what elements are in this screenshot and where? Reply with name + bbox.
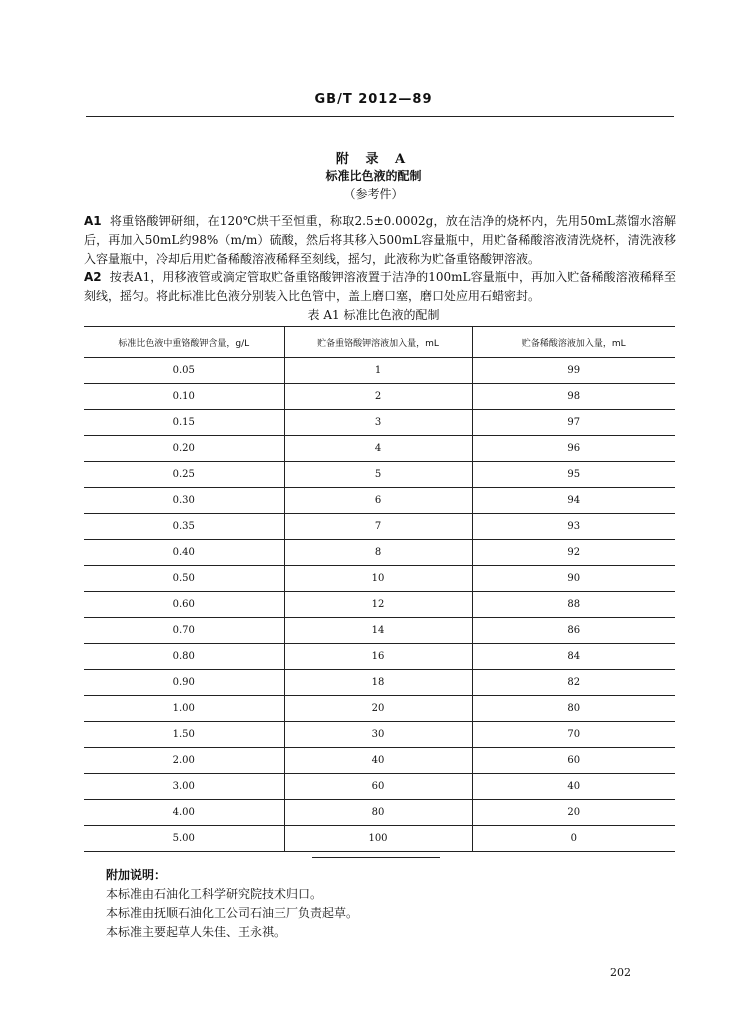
table-cell: 5.00 [84,826,284,852]
table-cell: 98 [472,384,675,410]
table-cell: 14 [284,618,472,644]
table-cell: 0 [472,826,675,852]
table-cell: 40 [472,774,675,800]
standard-number: GB/T 2012—89 [314,92,433,107]
notes-line: 本标准由石油化工科学研究院技术归口。 [106,887,323,901]
column-header: 贮备稀酸溶液加入量，mL [472,327,675,358]
standard-solution-table [84,326,675,852]
table-cell: 1.00 [84,696,284,722]
table-cell: 80 [284,800,472,826]
table-cell: 1 [284,358,472,384]
notes-line: 本标准主要起草人朱佳、王永祺。 [106,925,287,939]
paragraph-a2 [84,268,676,306]
table-row [84,462,675,488]
table-cell: 12 [284,592,472,618]
table-cell: 0.50 [84,566,284,592]
paragraph-tag: A2 [84,270,102,284]
table-cell: 60 [472,748,675,774]
appendix-label: 附 录 A [335,152,412,167]
table-row [84,670,675,696]
table-cell: 2 [284,384,472,410]
table-cell: 20 [472,800,675,826]
table-cell: 100 [284,826,472,852]
table-cell: 30 [284,722,472,748]
table-row [84,436,675,462]
notes-line: 本标准由抚顺石油化工公司石油三厂负责起草。 [106,906,359,920]
table-cell: 0.30 [84,488,284,514]
table-cell: 99 [472,358,675,384]
table-cell: 4.00 [84,800,284,826]
paragraph-text: 将重铬酸钾研细，在120℃烘干至恒重，称取2.5±0.0002g，放在洁净的烧杯内，先用50mL蒸馏水溶解后，再加入50mL约98%（m/m）硫酸，然后将其移入500mL容量瓶中，用贮备稀酸溶液清洗烧杯，清洗液移入容量瓶中，冷却后用贮备稀酸溶液稀释至刻线，摇匀，此液称为贮备重铬酸钾溶液。 [84,214,676,266]
table-cell: 2.00 [84,748,284,774]
table-cell: 0.35 [84,514,284,540]
table-cell: 7 [284,514,472,540]
table-cell: 0.80 [84,644,284,670]
table-row [84,410,675,436]
column-header: 贮备重铬酸钾溶液加入量，mL [284,327,472,358]
additional-notes [106,866,358,942]
table-row [84,540,675,566]
table-row [84,696,675,722]
table-body [84,358,675,852]
table-cell: 92 [472,540,675,566]
appendix-title: 标准比色液的配制 [325,169,422,183]
table-cell: 5 [284,462,472,488]
paragraph-tag: A1 [84,214,102,228]
table-cell: 88 [472,592,675,618]
header-rule [86,116,674,117]
paragraph-a1 [84,212,676,269]
table-cell: 0.90 [84,670,284,696]
table-cell: 96 [472,436,675,462]
table-row [84,722,675,748]
table-cell: 0.60 [84,592,284,618]
table-cell: 93 [472,514,675,540]
table-cell: 84 [472,644,675,670]
table-cell: 80 [472,696,675,722]
table-row [84,358,675,384]
table-cell: 70 [472,722,675,748]
table-cell: 40 [284,748,472,774]
table-cell: 0.70 [84,618,284,644]
notes-title: 附加说明： [106,868,167,882]
table-cell: 18 [284,670,472,696]
table-row [84,592,675,618]
page-number: 202 [610,966,631,979]
table-row [84,488,675,514]
table-row [84,774,675,800]
table-cell: 10 [284,566,472,592]
table-cell: 20 [284,696,472,722]
table-cell: 1.50 [84,722,284,748]
table-cell: 0.25 [84,462,284,488]
table-cell: 95 [472,462,675,488]
table-cell: 6 [284,488,472,514]
table-row [84,800,675,826]
table-cell: 4 [284,436,472,462]
table-cell: 0.40 [84,540,284,566]
table-row [84,748,675,774]
table-row [84,384,675,410]
table-cell: 97 [472,410,675,436]
appendix-note: （参考件） [343,187,404,201]
paragraph-text: 按表A1，用移液管或滴定管取贮备重铬酸钾溶液置于洁净的100mL容量瓶中，再加入贮备稀酸溶液稀释至刻线，摇匀。将此标准比色液分别装入比色管中，盖上磨口塞，磨口处应用石蜡密封。 [84,270,676,303]
table-cell: 94 [472,488,675,514]
table-row [84,826,675,852]
footer-rule [312,857,440,858]
table-cell: 82 [472,670,675,696]
table-cell: 60 [284,774,472,800]
table-cell: 0.20 [84,436,284,462]
table-cell: 86 [472,618,675,644]
table-cell: 90 [472,566,675,592]
column-header: 标准比色液中重铬酸钾含量，g/L [84,327,284,358]
table-cell: 3 [284,410,472,436]
table-cell: 0.05 [84,358,284,384]
table-cell: 3.00 [84,774,284,800]
table-cell: 0.15 [84,410,284,436]
table-cell: 8 [284,540,472,566]
table-cell: 0.10 [84,384,284,410]
table-header-row [84,327,675,358]
table-caption: 表 A1 标准比色液的配制 [307,308,440,322]
table-row [84,644,675,670]
table-cell: 16 [284,644,472,670]
table-row [84,566,675,592]
table-row [84,618,675,644]
table-row [84,514,675,540]
